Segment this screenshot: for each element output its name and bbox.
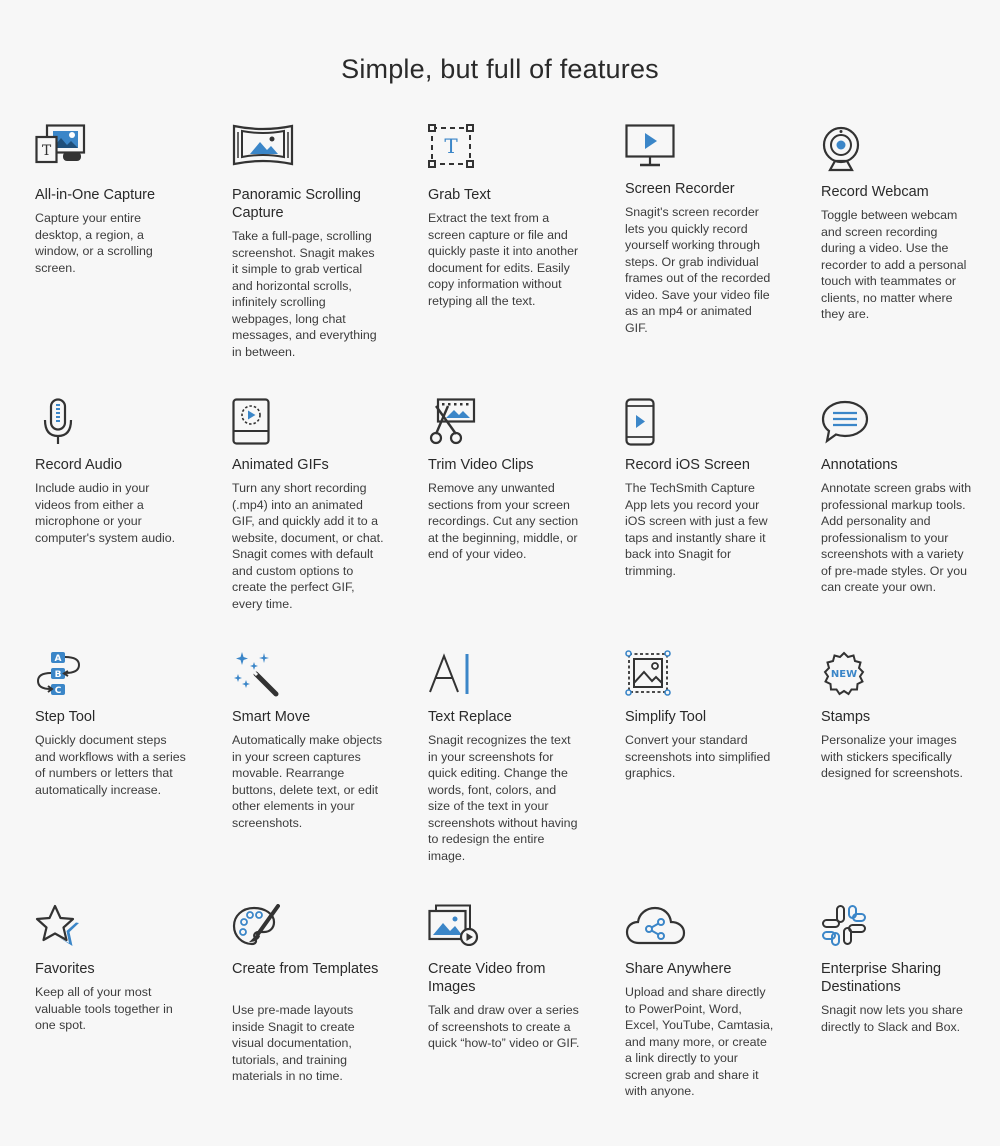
svg-text:A: A [54,654,62,664]
feature-title: Enterprise Sharing Destinations [821,961,942,995]
new-stamp-icon [821,651,867,697]
feature-title: Trim Video Clips [428,457,534,473]
step-tool-icon [35,650,85,698]
feature-title: All-in-One Capture [35,187,156,203]
feature-title: Record Audio [35,457,123,473]
phone-play-icon [625,398,655,446]
feature-title: Stamps [821,709,871,725]
images-video-icon [428,904,480,946]
feature-description: Quickly document steps and workflows with a series of numbers or letters that automatically increase. [35,733,186,797]
feature-description: Use pre-made layouts inside Snagit to create visual documentation, tutorials, and training materials in no time. [232,1003,355,1083]
feature-title: Animated GIFs [232,457,329,473]
feature-title: Simplify Tool [625,709,707,725]
simplify-image-icon [625,650,671,696]
svg-text:C: C [54,686,62,696]
feature-title: Record iOS Screen [625,457,750,473]
feature-title: Screen Recorder [625,181,735,197]
feature-title: Smart Move [232,709,311,725]
feature-description: Talk and draw over a series of screenshots to create a quick “how-to” video or GIF. [428,1003,580,1050]
feature-description: Automatically make objects in your screen captures movable. Rearrange buttons, delete text, or edit other elements in your screenshots. [232,733,383,830]
feature-description: Snagit's screen recorder lets you quickly record yourself working through steps. Or grab individual frames out of the recorded video. Save your video file as an mp4 or animated GIF. [625,205,771,335]
feature-description: The TechSmith Capture App lets you record your iOS screen with just a few taps and instantly share it back into Snagit for trimming. [625,481,768,578]
animated-gif-icon [232,398,272,446]
microphone-icon [35,398,83,446]
magic-wand-icon [232,650,280,698]
feature-title: Annotations [821,457,898,473]
feature-description: Capture your entire desktop, a region, a window, or a scrolling screen. [35,211,153,275]
page-title: Simple, but full of features [341,54,659,85]
feature-description: Personalize your images with stickers specifically designed for screenshots. [821,733,963,780]
feature-title: Panoramic Scrolling Capture [232,187,361,221]
feature-description: Toggle between webcam and screen recording during a video. Use the recorder to add a personal touch with teammates or clients, no matter where they are. [821,208,967,321]
star-icon [35,904,81,948]
feature-description: Take a full-page, scrolling screenshot. Snagit makes it simple to grab vertical and horizontal scrolls, infinitely scrolling webpages, long chat messages, and everything in between. [232,229,377,359]
feature-description: Remove any unwanted sections from your screen recordings. Cut any section at the beginning, middle, or end of your video. [428,481,579,561]
feature-description: Upload and share directly to PowerPoint, Word, Excel, YouTube, Camtasia, and many more, or create a link directly to your screen grab and share it with anyone. [625,985,774,1098]
feature-title: Favorites [35,961,95,977]
svg-text:B: B [54,670,62,680]
speech-bubble-icon [821,400,869,444]
feature-description: Turn any short recording (.mp4) into an animated GIF, and quickly add it to a website, document, or chat. Snagit comes with default and custom options to create the perfect GIF, every time. [232,481,384,611]
grab-text-icon [428,124,474,168]
svg-text:T: T [41,143,52,159]
webcam-icon [821,126,861,172]
scissors-film-icon [428,398,476,446]
feature-title: Grab Text [428,187,491,203]
feature-description: Annotate screen grabs with professional markup tools. Add personality and professionalism to your screenshots with a variety of pre-made styles. Or you can create your own. [821,481,972,594]
all-in-one-capture-icon [35,124,87,166]
feature-title: Create Video from Images [428,961,546,995]
feature-description: Snagit now lets you share directly to Slack and Box. [821,1003,963,1034]
feature-description: Include audio in your videos from either a microphone or your computer's system audio. [35,481,176,545]
screen-recorder-icon [625,124,675,168]
feature-title: Text Replace [428,709,512,725]
svg-text:T: T [444,134,458,158]
text-cursor-icon [428,652,472,696]
feature-title: Record Webcam [821,184,929,200]
slack-icon [821,904,867,948]
feature-description: Snagit recognizes the text in your screenshots for quick editing. Change the words, font, colors, and size of the text in your screenshots without having to redesign the entire image. [428,733,578,863]
feature-description: Extract the text from a screen capture or file and quickly paste it into another document for edits. Easily copy information without retyping all the text. [428,211,579,308]
feature-title: Step Tool [35,709,96,725]
cloud-share-icon [625,906,687,946]
panoramic-capture-icon [232,124,294,166]
feature-description: Keep all of your most valuable tools together in one spot. [35,985,173,1032]
feature-title: Create from Templates [232,961,379,977]
stamp-icon-text: NEW [830,669,858,680]
palette-brush-icon [232,904,280,948]
feature-title: Share Anywhere [625,961,732,977]
feature-description: Convert your standard screenshots into simplified graphics. [625,733,771,780]
